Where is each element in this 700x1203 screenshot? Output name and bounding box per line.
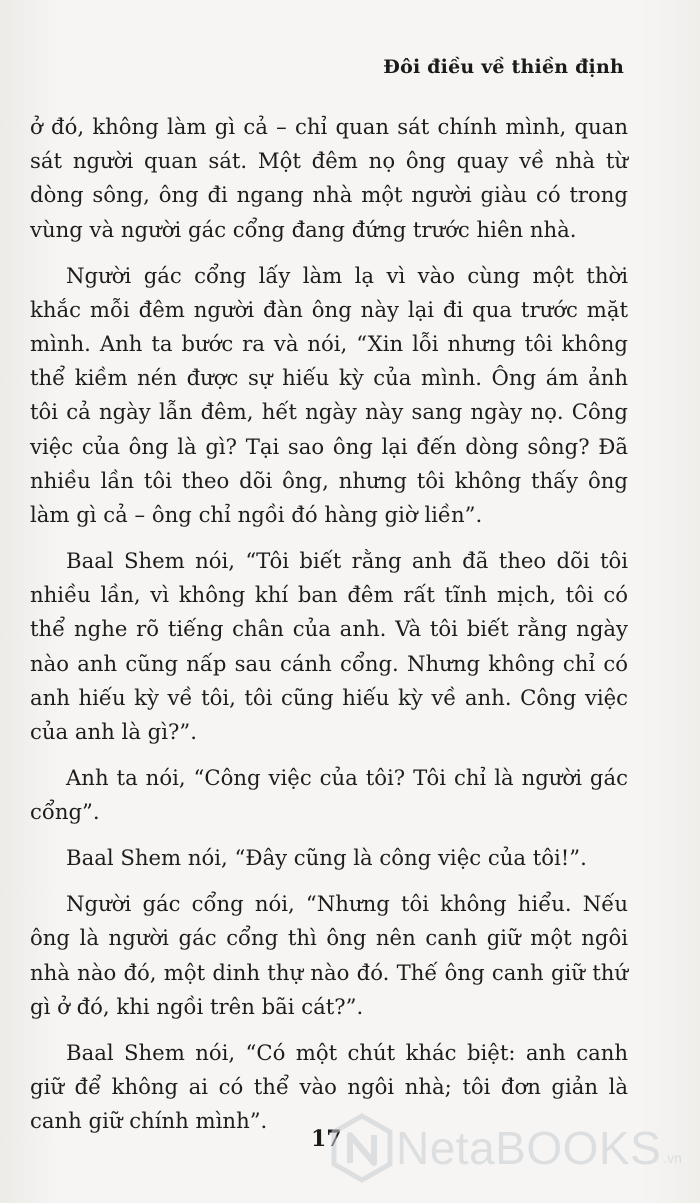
paragraph-3: Baal Shem nói, “Tôi biết rằng anh đã theo dõi tôi nhiều lần, vì không khí ban đêm rất tĩnh mịch, tôi có thể nghe rõ tiếng chân của anh. Và tôi biết rằng ngày nào anh cũng nấp sau cánh cổng. Nhưng không chỉ có anh hiếu kỳ về tôi, tôi cũng hiếu kỳ về anh. Công việc của anh là gì?”. [30,548,628,745]
watermark-suffix: .vn [663,1150,682,1166]
watermark [330,1108,682,1188]
paragraph-7: Baal Shem nói, “Có một chút khác biệt: anh canh giữ để không ai có thể vào ngôi nhà; tôi đơn giản là canh giữ chính mình”. [30,1039,628,1134]
body-text [30,110,628,1150]
watermark-text: NetaBOOKS [396,1122,662,1174]
netabooks-logo-icon [330,1113,394,1183]
page-number: 17 [311,1126,342,1152]
paragraph-4: Anh ta nói, “Công việc của tôi? Tôi chỉ là người gác cổng”. [30,765,628,825]
paragraph-2: Người gác cổng lấy làm lạ vì vào cùng một thời khắc mỗi đêm người đàn ông này lại đi qua trước mặt mình. Anh ta bước ra và nói, “Xin lỗi nhưng tôi không thể kiềm nén được sự hiếu kỳ của mình. Ông ám ảnh tôi cả ngày lẫn đêm, hết ngày này sang ngày nọ. Công việc của ông là gì? Tại sao ông lại đến dòng sông? Đã nhiều lần tôi theo dõi ông, nhưng tôi không thấy ông làm gì cả – ông chỉ ngồi đó hàng giờ liền”. [30,262,628,528]
paragraph-1: ở đó, không làm gì cả – chỉ quan sát chính mình, quan sát người quan sát. Một đêm nọ ông quay về nhà từ dòng sông, ông đi ngang nhà một người giàu có trong vùng và người gác cổng đang đứng trước hiên nhà. [30,114,628,242]
paragraph-5: Baal Shem nói, “Đây cũng là công việc của tôi!”. [66,845,587,871]
running-header: Đôi điều về thiền định [383,56,624,78]
paragraph-6: Người gác cổng nói, “Nhưng tôi không hiểu. Nếu ông là người gác cổng thì ông nên canh giữ một ngôi nhà nào đó, một dinh thự nào đó. Thế ông canh giữ thứ gì ở đó, khi ngồi trên bãi cát?”. [30,891,628,1019]
